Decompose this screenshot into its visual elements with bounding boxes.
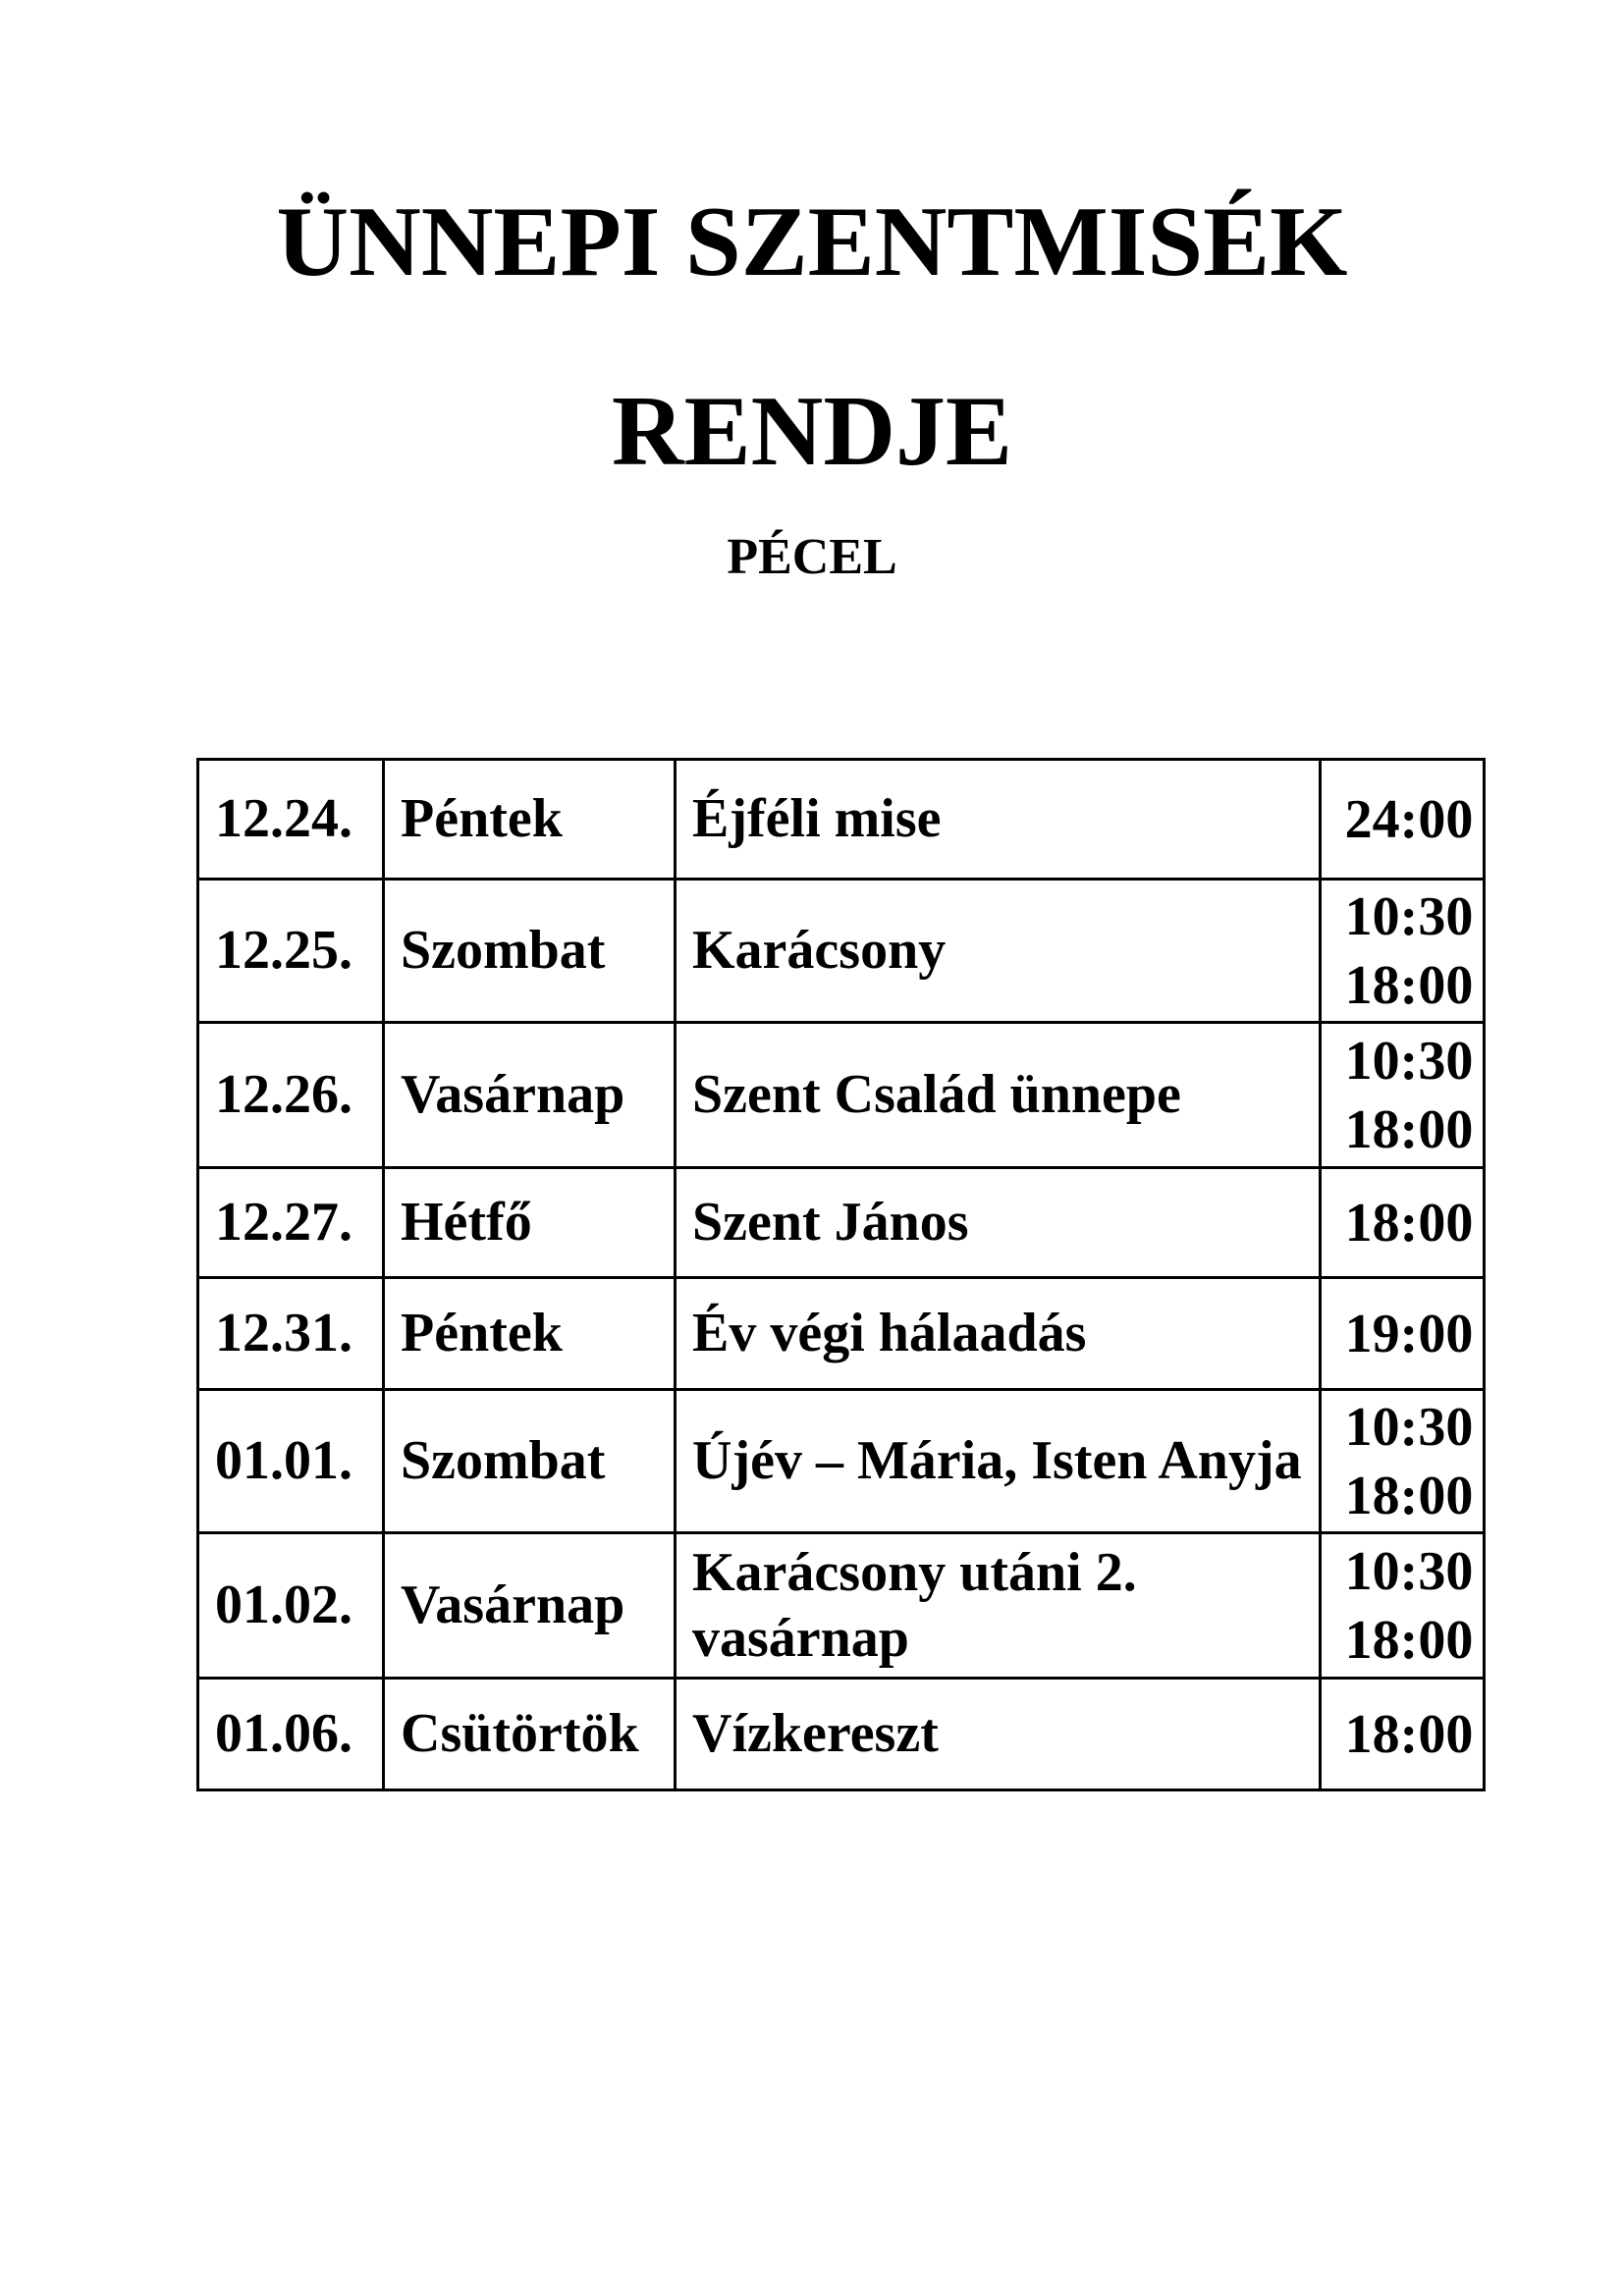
event-cell: Szent János: [676, 1168, 1321, 1278]
date-cell: 12.25.: [198, 880, 384, 1023]
time-cell: [1321, 1168, 1485, 1278]
day-cell: Szombat: [384, 1390, 676, 1533]
event-cell: Szent Család ünnepe: [676, 1023, 1321, 1168]
event-cell: Éjféli mise: [676, 760, 1321, 880]
table-row: [198, 880, 1485, 1023]
table-row: [198, 1390, 1485, 1533]
time-value: 10:30: [1344, 1030, 1474, 1092]
date-cell: 12.27.: [198, 1168, 384, 1278]
time-cell: [1321, 760, 1485, 880]
day-cell: Vasárnap: [384, 1533, 676, 1679]
time-cell: [1321, 1023, 1485, 1168]
date-cell: 01.06.: [198, 1679, 384, 1790]
table-row: [198, 1023, 1485, 1168]
time-cell: [1321, 1533, 1485, 1679]
date-cell: 01.01.: [198, 1390, 384, 1533]
date-cell: 12.24.: [198, 760, 384, 880]
page-title-line2: RENDJE: [611, 376, 1013, 487]
time-value: 10:30: [1344, 1540, 1474, 1602]
time-value: 10:30: [1344, 885, 1474, 947]
time-value: 18:00: [1344, 1703, 1474, 1765]
time-value: 18:00: [1344, 1465, 1474, 1526]
time-value: 18:00: [1344, 954, 1474, 1016]
event-cell: Vízkereszt: [676, 1679, 1321, 1790]
time-cell: [1321, 1390, 1485, 1533]
time-value: 19:00: [1344, 1303, 1474, 1364]
time-cell: [1321, 1679, 1485, 1790]
day-cell: Szombat: [384, 880, 676, 1023]
page-title-line1: ÜNNEPI SZENTMISÉK: [276, 187, 1348, 297]
day-cell: Péntek: [384, 760, 676, 880]
table-row: [198, 760, 1485, 880]
date-cell: 12.26.: [198, 1023, 384, 1168]
date-cell: 12.31.: [198, 1278, 384, 1390]
day-cell: Hétfő: [384, 1168, 676, 1278]
time-value: 10:30: [1344, 1396, 1474, 1458]
time-cell: [1321, 880, 1485, 1023]
time-value: 24:00: [1344, 788, 1474, 850]
time-value: 18:00: [1344, 1098, 1474, 1160]
table-row: [198, 1168, 1485, 1278]
event-cell: Karácsony utáni 2. vasárnap: [676, 1533, 1321, 1679]
time-cell: [1321, 1278, 1485, 1390]
day-cell: Vasárnap: [384, 1023, 676, 1168]
day-cell: Csütörtök: [384, 1679, 676, 1790]
day-cell: Péntek: [384, 1278, 676, 1390]
date-cell: 01.02.: [198, 1533, 384, 1679]
event-cell: Újév – Mária, Isten Anyja: [676, 1390, 1321, 1533]
event-cell: Karácsony: [676, 880, 1321, 1023]
table-row: [198, 1278, 1485, 1390]
time-value: 18:00: [1344, 1192, 1474, 1254]
table-row: [198, 1533, 1485, 1679]
table-row: [198, 1679, 1485, 1790]
time-value: 18:00: [1344, 1609, 1474, 1671]
event-cell: Év végi hálaadás: [676, 1278, 1321, 1390]
page-subtitle-location: PÉCEL: [727, 529, 897, 585]
mass-schedule-table: [196, 758, 1486, 1791]
